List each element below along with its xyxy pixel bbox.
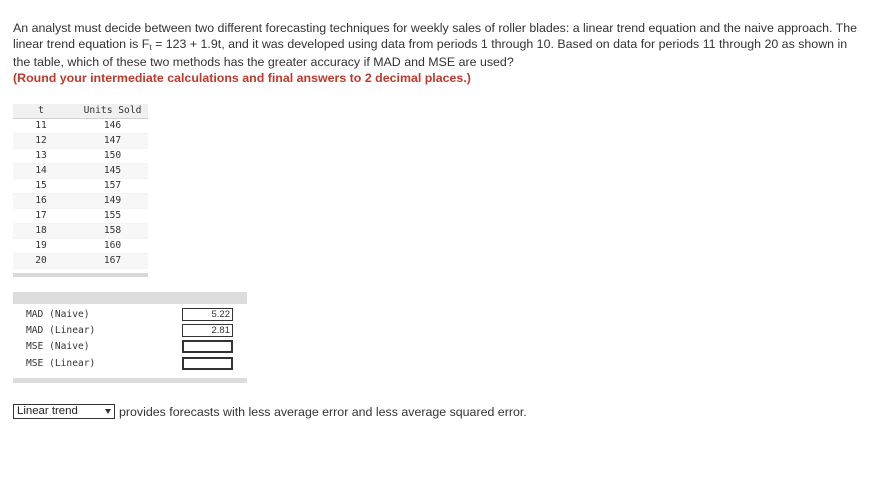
table-row xyxy=(13,119,148,134)
answer-label: MSE (Linear) xyxy=(26,358,96,369)
table-header xyxy=(13,104,148,119)
table-row xyxy=(13,239,148,254)
cell-units: 150 xyxy=(103,150,122,161)
answer-panel xyxy=(13,292,247,384)
cell-units: 147 xyxy=(103,135,122,146)
cell-t: 19 xyxy=(35,240,47,251)
method-select-value: Linear trend xyxy=(17,405,78,417)
table-divider xyxy=(13,273,148,277)
answer-label: MAD (Naive) xyxy=(26,309,90,320)
table-row xyxy=(13,164,148,179)
answer-row-mse-linear xyxy=(13,356,247,372)
cell-t: 18 xyxy=(35,225,47,236)
panel-bottom-divider xyxy=(13,378,247,383)
table-row xyxy=(13,149,148,164)
answer-label: MSE (Naive) xyxy=(26,341,90,352)
mad-linear-input[interactable]: 2.81 xyxy=(182,324,233,337)
question-text xyxy=(13,21,863,86)
question-subscript: t xyxy=(149,42,152,52)
conclusion-sentence xyxy=(13,404,713,420)
cell-t: 12 xyxy=(35,135,47,146)
cell-t: 14 xyxy=(35,165,47,176)
rounding-note: (Round your intermediate calculations and final answers to 2 decimal places.) xyxy=(13,70,471,85)
mse-naive-input[interactable] xyxy=(182,340,233,353)
answer-row-mad-linear xyxy=(13,323,247,339)
answer-row-mad-naive xyxy=(13,307,247,323)
cell-t: 20 xyxy=(35,255,47,266)
table-row xyxy=(13,254,148,269)
cell-t: 11 xyxy=(35,120,47,131)
table-row xyxy=(13,134,148,149)
cell-units: 145 xyxy=(103,165,122,176)
mad-naive-input[interactable]: 5.22 xyxy=(182,308,233,321)
cell-units: 146 xyxy=(103,120,122,131)
dropdown-arrow-icon xyxy=(105,409,111,414)
cell-t: 16 xyxy=(35,195,47,206)
cell-units: 157 xyxy=(103,180,122,191)
cell-t: 13 xyxy=(35,150,47,161)
mse-linear-input[interactable] xyxy=(182,357,233,370)
table-row xyxy=(13,209,148,224)
method-select[interactable] xyxy=(13,404,115,419)
cell-units: 160 xyxy=(103,240,122,251)
conclusion-text: provides forecasts with less average error and less average squared error. xyxy=(119,405,527,419)
table-row xyxy=(13,179,148,194)
sales-data-table xyxy=(13,104,148,277)
column-header-units-sold: Units Sold xyxy=(83,105,142,116)
column-header-t: t xyxy=(38,105,44,116)
cell-units: 155 xyxy=(103,210,122,221)
answer-label: MAD (Linear) xyxy=(26,325,96,336)
cell-units: 158 xyxy=(103,225,122,236)
cell-t: 15 xyxy=(35,180,47,191)
question-part1: An analyst must decide between two different forecasting techniques for weekly sales of roller blades: a linear trend equation and the naive approach. The linear trend equation is F xyxy=(13,21,857,51)
cell-t: 17 xyxy=(35,210,47,221)
question-part2: = 123 + 1.9t, and it was developed using data from periods 1 through 10. Based on data for periods 11 through 20 as shown in the table, which of these two methods has the greater accuracy if MAD and MSE are used? xyxy=(13,36,848,70)
table-row xyxy=(13,224,148,239)
panel-top-divider xyxy=(13,292,247,304)
answer-row-mse-naive xyxy=(13,339,247,355)
cell-units: 149 xyxy=(103,195,122,206)
cell-units: 167 xyxy=(103,255,122,266)
table-row xyxy=(13,194,148,209)
